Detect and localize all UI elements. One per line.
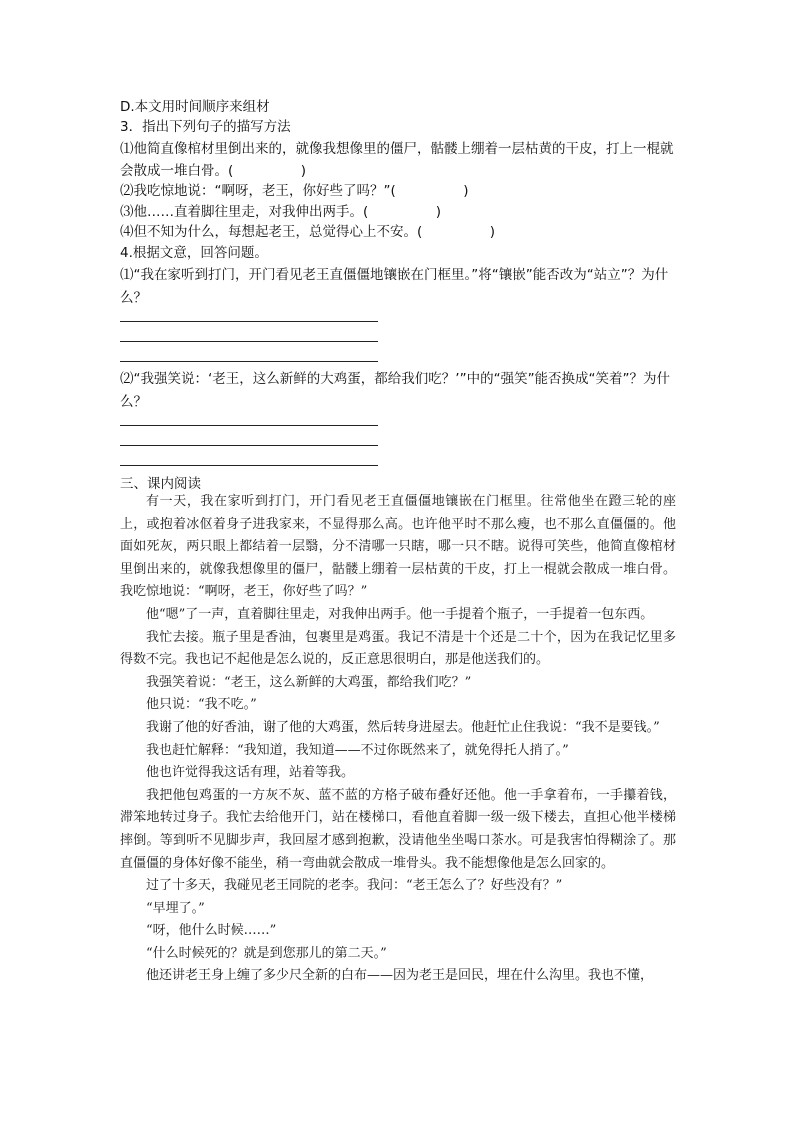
answer-line[interactable]	[120, 341, 378, 342]
q3-item-1: ⑴他简直像棺材里倒出来的，就像我想像里的僵尸，骷髅上绷着一层枯黄的干皮，打上一棍就会散成一堆白骨。( )	[120, 141, 674, 179]
q3-item-3: ⑶他……直着脚往里走，对我伸出两手。( )	[120, 204, 442, 220]
reading-paragraph: 过了十多天，我碰见老王同院的老李。我问：“老王怎么了？好些没有？”	[146, 878, 563, 894]
section-title: 三、课内阅读	[120, 476, 201, 492]
q4-sub1: ⑴“我在家听到打门，开门看见老王直僵僵地镶嵌在门框里。”将“镶嵌”能否改为“站立”？为什么？	[120, 267, 669, 306]
q3-item-2: ⑵我吃惊地说：“啊呀，老王，你好些了吗？”( )	[120, 183, 469, 199]
reading-paragraph: 他“嗯”了一声，直着脚往里走，对我伸出两手。他一手提着个瓶子，一手提着一包东西。	[146, 606, 654, 622]
answer-line[interactable]	[120, 361, 378, 362]
q4-sub2: ⑵“我强笑说：‘老王，这么新鲜的大鸡蛋，都给我们吃？’”中的“强笑”能否换成“笑着”？为什么？	[120, 371, 671, 410]
answer-line[interactable]	[120, 445, 378, 446]
reading-paragraph: 我强笑着说：“老王，这么新鲜的大鸡蛋，都给我们吃？”	[146, 674, 472, 690]
q4-title: 4.根据文意，回答问题。	[120, 245, 268, 261]
q3-title: 3．指出下列句子的描写方法	[120, 119, 291, 135]
reading-paragraph: 有一天，我在家听到打门，开门看见老王直僵僵地镶嵌在门框里。往常他坐在蹬三轮的座上，或抱着冰伛着身子进我家来，不显得那么高。也许他平时不那么瘦，也不那么直僵僵的。他面如死灰，两只眼上都结着一层翳，分不清哪一只瞎，哪一只不瞎。说得可笑些，他简直像棺材里倒出来的，就像我想像里的僵尸，骷髅上绷着一层枯黄的干皮，打上一棍就会散成一堆白骨。我吃惊地说：“啊呀，老王，你好些了吗？”	[120, 494, 676, 600]
reading-paragraph: 我把他包鸡蛋的一方灰不灰、蓝不蓝的方格子破布叠好还他。他一手拿着布，一手攥着钱，滞笨地转过身子。我忙去给他开门，站在楼梯口，看他直着脚一级一级下楼去，直担心他半楼梯摔倒。等到听不见脚步声，我回屋才感到抱歉，没请他坐坐喝口茶水。可是我害怕得糊涂了。那直僵僵的身体好像不能坐，稍一弯曲就会散成一堆骨头。我不能想像他是怎么回家的。	[120, 787, 676, 871]
reading-paragraph: 他也许觉得我这话有理，站着等我。	[146, 765, 355, 781]
reading-paragraph: 他还讲老王身上缠了多少尺全新的白布——因为老王是回民，埋在什么沟里。我也不懂，	[146, 968, 654, 984]
reading-paragraph: “呀，他什么时候……”	[146, 923, 277, 939]
reading-paragraph: 他只说：“我不吃。”	[146, 697, 257, 713]
answer-line[interactable]	[120, 425, 378, 426]
q3-item-4: ⑷但不知为什么，每想起老王，总觉得心上不安。( )	[120, 224, 496, 240]
reading-paragraph: 我忙去接。瓶子里是香油，包裹里是鸡蛋。我记不清是十个还是二十个，因为在我记忆里多得数不完。我也记不起他是怎么说的，反正意思很明白，那是他送我们的。	[120, 629, 676, 668]
reading-paragraph: “什么时候死的？就是到您那儿的第二天。”	[146, 945, 387, 961]
option-d: D.本文用时间顺序来组材	[120, 99, 270, 115]
reading-passage	[120, 491, 676, 988]
reading-paragraph: “早埋了。”	[146, 900, 205, 916]
answer-line[interactable]	[120, 321, 378, 322]
answer-line[interactable]	[120, 465, 378, 466]
reading-paragraph: 我也赶忙解释：“我知道，我知道——不过你既然来了，就免得托人捎了。”	[146, 742, 569, 758]
reading-paragraph: 我谢了他的好香油，谢了他的大鸡蛋，然后转身进屋去。他赶忙止住我说：“我不是要钱。”	[146, 719, 660, 735]
